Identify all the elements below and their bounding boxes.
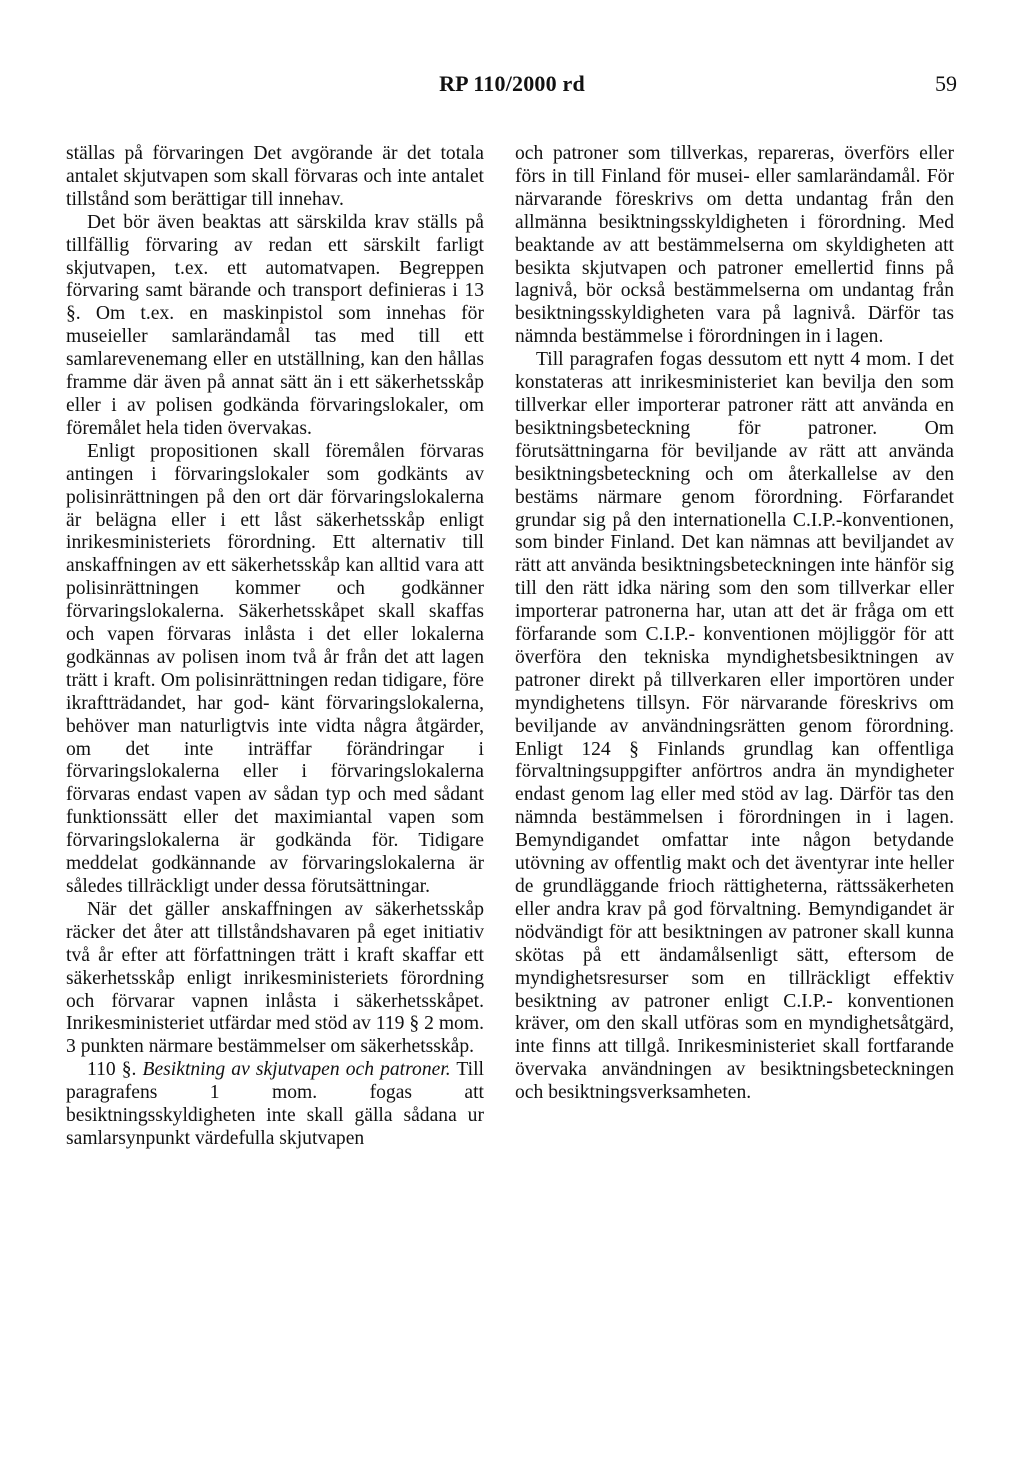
left-paragraph-2: Det bör även beaktas att särskilda krav ställs på tillfällig förvaring av redan ett särskilt farligt skjutvapen, t.ex. ett automatvapen. Begreppen förvaring samt bärande och transport definieras i 13 §. Om t.ex. en maskinpistol som innehas för museieller samlarändamål tas med till ett samlarevenemang eller en utställning, kan den hållas framme där även på annat sätt än i ett säkerhetsskåp eller i av polisen godkända förvaringslokaler, om föremålet hela tiden övervakas. [66, 211, 484, 439]
section-heading: Besiktning av skjutvapen och patroner. [142, 1059, 451, 1081]
left-text-column [66, 143, 484, 1151]
left-paragraph-1: ställas på förvaringen Det avgörande är det totala antalet skjutvapen som skall förvaras och inte antalet tillstånd som berättigar till innehav. [66, 143, 484, 210]
section-number: 110 §. [87, 1059, 143, 1081]
right-paragraph-2: Till paragrafen fogas dessutom ett nytt 4 mom. I det konstateras att inrikesministeriet kan bevilja den som tillverkar eller importerar patroner rätt att använda en besiktningsbeteckning för patroner. Om förutsättningarna för beviljande av rätt att använda besiktningsbeteckning och om återkallelse av den bestäms närmare genom förordning. Förfarandet grundar sig på den internationella C.I.P.-konventionen, som binder Finland. Det kan nämnas att beviljandet av rätt att använda besiktningsbeteckningen inte hänför sig till den rätt idka näring som den som tillverkar eller importerar patronerna har, utan att det är fråga om ett förfarande som C.I.P.- konventionen möjliggör för att överföra den tekniska myndighetsbesiktningen av patroner direkt på tillverkaren eller importören under myndighetens tillsyn. För närvarande föreskrivs om beviljande av användningsrätten genom förordning. Enligt 124 § Finlands grundlag kan offentliga förvaltningsuppgifter anförtros andra än myndigheter endast genom lag eller med stöd av lag. Därför tas den nämnda bestämmelsen i förordningen in i lagen. Bemyndigandet omfattar inte någon betydande utövning av offentlig makt och det äventyrar inte heller de grundläggande frioch rättigheterna, rättssäkerheten eller andra krav på god förvaltning. Bemyndigandet är nödvändigt för att besiktningen av patroner skall kunna skötas på ett ändamålsenligt sätt, eftersom de myndighetsresurser som en tillräckligt effektiv besiktning av patroner enligt C.I.P.- konventionen kräver, om den skall utföras som en myndighetsåtgärd, inte finns att tillgå. Inrikesministeriet skall fortfarande övervaka användningen av besiktningsbeteckningen och besiktningsverksamheten. [515, 349, 954, 1104]
right-paragraph-1: och patroner som tillverkas, repareras, överförs eller förs in till Finland för musei- eller samlarändamål. För närvarande föreskrivs om detta undantag från den allmänna besiktningsskyldigheten i förordning. Med beaktande av att bestämmelserna om skyldigheten att besikta skjutvapen och patroner emellertid finns på lagnivå, bör också bestämmelserna om undantag från besiktningsskyldigheten vara på lagnivå. Därför tas nämnda bestämmelse i förordningen in i lagen. [515, 143, 954, 348]
left-paragraph-5 [66, 1059, 484, 1151]
page-number: 59 [935, 71, 957, 96]
document-header-title: RP 110/2000 rd [439, 71, 585, 96]
left-paragraph-3: Enligt propositionen skall föremålen förvaras antingen i förvaringslokaler som godkänts av polisinrättningen på den ort där förvaringslokalerna är belägna eller i ett låst säkerhetsskåp enligt inrikesministeriets förordning. Ett alternativ till anskaffningen av ett säkerhetsskåp kan alltid vara att polisinrättningen kommer och godkänner förvaringslokalerna. Säkerhetsskåpet skall skaffas och vapen förvaras inlåsta i det eller lokalerna godkännas av polisen inom två år från det att lagen trätt i kraft. Om polisinrättningen redan tidigare, före ikraftträdandet, har god- känt förvaringslokalerna, behöver man naturligtvis inte vidta några åtgärder, om det inte inträffar förändringar i förvaringslokalerna eller i förvaringslokalerna förvaras endast vapen av sådan typ och med sådant funktionssätt eller det maximiantal vapen som förvaringslokalerna är godkända för. Tidigare meddelat godkännande av förvaringslokalerna är således tillräckligt under dessa förutsättningar. [66, 440, 484, 897]
left-paragraph-4: När det gäller anskaffningen av säkerhetsskåp räcker det åter att tillståndshavaren på eget initiativ två år efter att författningen trätt i kraft skaffar ett säkerhetsskåp enligt inrikesministeriets förordning och förvarar vapnen inlåsta i säkerhetsskåpet. Inrikesministeriet utfärdar med stöd av 119 § 2 mom. 3 punkten närmare bestämmelser om säkerhetsskåp. [66, 898, 484, 1058]
section-body-text: Till paragrafens 1 mom. fogas att besiktningsskyldigheten inte skall gälla sådana ur samlarsynpunkt värdefulla skjutvapen [66, 1059, 485, 1149]
right-text-column [515, 143, 954, 1105]
